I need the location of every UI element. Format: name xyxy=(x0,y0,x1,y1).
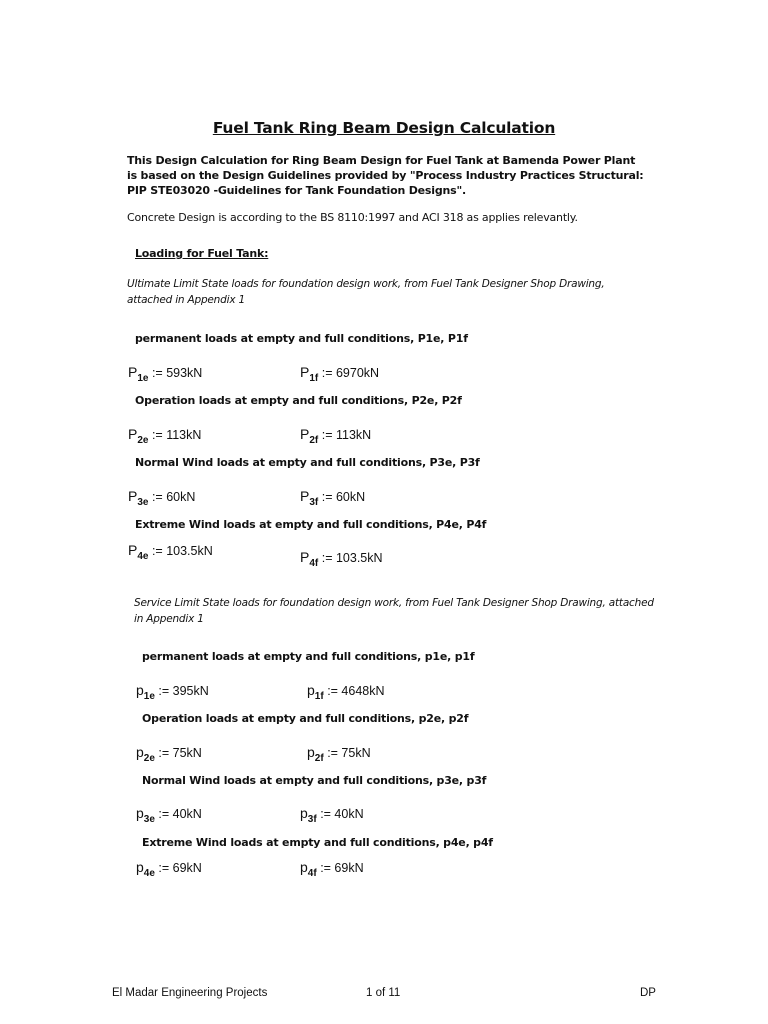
sls-permanent-heading: permanent loads at empty and full conditions, p1e, p1f xyxy=(142,650,475,663)
uls-p1e-equation: $P_{1e}$ := 593kN xyxy=(128,364,203,384)
sls-p4e-equation: $p_{4e}$ := 69kN xyxy=(136,859,202,879)
footer-initials: DP xyxy=(640,987,656,999)
sls-normal-wind-heading: Normal Wind loads at empty and full conditions, p3e, p3f xyxy=(142,774,487,787)
sls-p1e-equation: $p_{1e}$ := 395kN xyxy=(136,682,209,702)
uls-p3e-equation: $P_{3e}$ := 60kN xyxy=(128,488,196,508)
uls-p3f-equation: $P_{3f}$ := 60kN xyxy=(300,488,366,508)
intro-paragraph: This Design Calculation for Ring Beam Design for Fuel Tank at Bamenda Power Plant is based on the Design Guidelines provided by "Process Industry Practices Structural: PIP STE03020 -Guidelines for Tank Foundation Designs". xyxy=(127,154,644,197)
uls-p4e-equation: $P_{4e}$ := 103.5kN xyxy=(128,542,213,562)
uls-normal-wind-heading: Normal Wind loads at empty and full conditions, P3e, P3f xyxy=(135,456,480,469)
sls-intro: Service Limit State loads for foundation design work, from Fuel Tank Designer Shop Drawing, attached in Appendix 1 xyxy=(134,597,654,625)
sls-p3f-equation: $p_{3f}$ := 40kN xyxy=(300,805,364,825)
sls-extreme-wind-heading: Extreme Wind loads at empty and full conditions, p4e, p4f xyxy=(142,836,493,849)
uls-operation-heading: Operation loads at empty and full conditions, P2e, P2f xyxy=(135,394,462,407)
document-title: Fuel Tank Ring Beam Design Calculation xyxy=(212,119,556,137)
footer-company: El Madar Engineering Projects xyxy=(112,987,268,999)
sls-p3e-equation: $p_{3e}$ := 40kN xyxy=(136,805,202,825)
sls-p2f-equation: $p_{2f}$ := 75kN xyxy=(307,744,371,764)
uls-p2f-equation: $P_{2f}$ := 113kN xyxy=(300,426,372,446)
sls-operation-heading: Operation loads at empty and full conditions, p2e, p2f xyxy=(142,712,469,725)
uls-permanent-heading: permanent loads at empty and full conditions, P1e, P1f xyxy=(135,332,468,345)
uls-p4f-equation: $P_{4f}$ := 103.5kN xyxy=(300,549,383,569)
uls-p2e-equation: $P_{2e}$ := 113kN xyxy=(128,426,202,446)
uls-p1f-equation: $P_{1f}$ := 6970kN xyxy=(300,364,380,384)
concrete-design-paragraph: Concrete Design is according to the BS 8110:1997 and ACI 318 as applies relevantly. xyxy=(127,211,578,224)
sls-p2e-equation: $p_{2e}$ := 75kN xyxy=(136,744,202,764)
sls-p1f-equation: $p_{1f}$ := 4648kN xyxy=(307,682,385,702)
uls-intro: Ultimate Limit State loads for foundation design work, from Fuel Tank Designer Shop Drawing, attached in Appendix 1 xyxy=(127,278,605,306)
sls-p4f-equation: $p_{4f}$ := 69kN xyxy=(300,859,364,879)
footer-page-number: 1 of 11 xyxy=(366,987,401,999)
loading-heading: Loading for Fuel Tank: xyxy=(135,247,269,260)
uls-extreme-wind-heading: Extreme Wind loads at empty and full conditions, P4e, P4f xyxy=(135,518,487,531)
